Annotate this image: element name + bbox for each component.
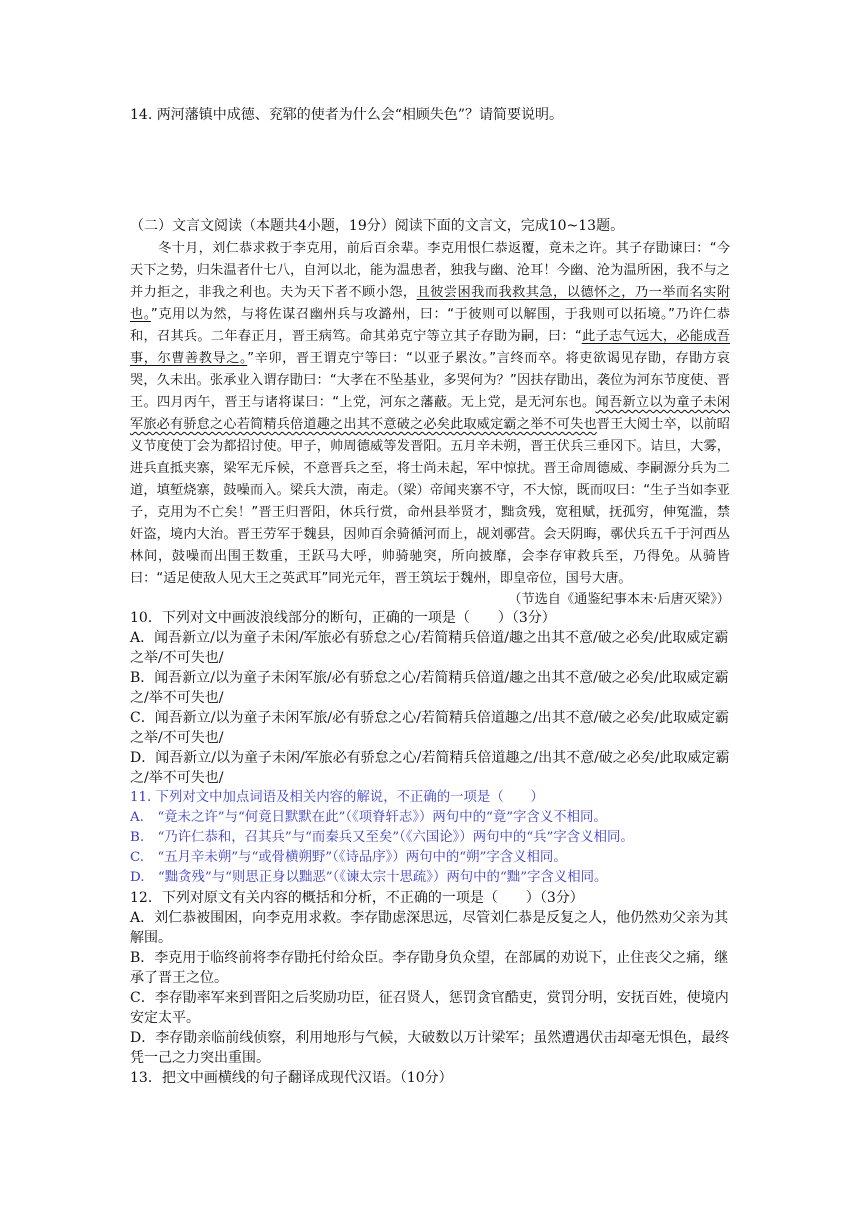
question-10-option-b: B．闻吾新立/以为童子未闲军旅/必有骄怠之心/若简精兵倍道/趣之出其不意/破之必矣/此取威定霸之/举不可失也/ (130, 670, 729, 706)
question-12-option-d: D．李存勖亲临前线侦察，利用地形与气候，大破数以万计梁军；虽然遭遇伏击却毫无惧色，最终凭一己之力突出重围。 (130, 1030, 730, 1066)
question-11-option-d: D. “黜贪残”与“则思正身以黜恶”（《谏太宗十思疏》）两句中的“黜”字含义相同。 (130, 870, 608, 885)
question-10-option-a: A．闻吾新立/以为童子未闲/军旅必有骄怠之心/若简精兵倍道/趣之出其不意/破之必矣/此取威定霸之举/不可失也/ (130, 630, 729, 666)
question-12-option-a: A．刘仁恭被围困，向李克用求救。李存勖虑深思远，尽管刘仁恭是反复之人，他仍然劝父亲为其解围。 (130, 910, 729, 946)
passage-text-3: ”辛卯，晋王谓克宁等曰：“以亚子累汝。”言终而卒。将吏欲谒见存勖，存勖方哀哭，久未出。张承业入谓存勖曰：“大孝在不坠基业，多哭何为？”因扶存勖出，袭位为河东节度使、晋王。四月丙午，晋王与诸将谋曰：“上党，河东之藩蔽。无上党，是无河东也。 (130, 351, 730, 410)
question-12-option-c: C．李存勖率军来到晋阳之后奖励功臣，征召贤人，惩罚贪官酷吏，赏罚分明，安抚百姓，使境内安定太平。 (130, 990, 729, 1026)
questions-block (130, 608, 730, 1088)
question-12-stem: 12．下列对原文有关内容的概括和分析，不正确的一项是（ ）（3分） (130, 890, 584, 906)
question-10-option-d: D．闻吾新立/以为童子未闲/军旅必有骄怠之心/若简精兵倍道趣之/出其不意/破之必矣/此取威定霸之/举不可失也/ (130, 750, 730, 786)
passage-text-1: 冬十月，刘仁恭求救于李克用，前后百余辈。李克用恨仁恭返覆，竟未之许。其子存勖谏曰：“今天下之势，归朱温者什七八，自河以北，能为温患者，独我与幽、沧耳！今幽、沧为温所困，我不与之并力拒之，非我之利也。夫为天下者不顾小怨， (130, 241, 730, 300)
section-heading: （二）文言文阅读（本题共4小题，19分）阅读下面的文言文，完成10~13题。 (130, 218, 625, 234)
question-11-option-b: B. “乃许仁恭和，召其兵”与“而秦兵又至矣”（《六国论》）两句中的“兵”字含义相同。 (130, 830, 634, 845)
question-13: 13．把文中画横线的句子翻译成现代汉语。（10分） (130, 1070, 453, 1086)
passage-source: （节选自《通鉴纪事本末·后唐灭梁》） (508, 592, 730, 607)
passage-text-2: ”克用以为然，与将佐谋召幽州兵与攻潞州，曰：“于彼则可以解围，于我则可以拓境。”乃许仁恭和，召其兵。二年春正月，晋王病笃。命其弟克宁等立其子存勖为嗣，曰：“ (130, 307, 730, 344)
question-11-stem: 11. 下列对文中加点词语及相关内容的解说，不正确的一项是（ ） (130, 790, 544, 805)
question-14: 14. 两河藩镇中成德、兖郓的使者为什么会“相顾失色”？请简要说明。 (130, 107, 564, 123)
question-11-option-c: C. “五月辛未朔”与“或骨横朔野”（《诗品序》）两句中的“朔”字含义相同。 (130, 850, 567, 865)
underlined-sentence-1: 且彼尝困我而我救其急，以德怀之，乃一举而名实附也。 (130, 285, 731, 322)
question-12-option-b: B．李克用于临终前将李存勖托付给众臣。李存勖身负众望，在部属的劝说下，止住丧父之痛，继承了晋王之位。 (130, 950, 729, 986)
question-11-option-a: A. “竟未之许”与“何竟日默默在此”（《项脊轩志》）两句中的“竟”字含义不相同。 (130, 810, 607, 825)
question-10-option-c: C．闻吾新立/以为童子未闲军旅/必有骄怠之心/若简精兵倍道趣之/出其不意/破之必矣/此取威定霸之举/不可失也/ (130, 710, 730, 746)
question-10-stem: 10．下列对文中画波浪线部分的断句，正确的一项是（ ）（3分） (130, 610, 556, 626)
wavy-underlined-passage: 闻吾新立以为童子未闲军旅必有骄怠之心若简精兵倍道趣之出其不意破之必矣此取威定霸之举不可失也 (130, 395, 730, 432)
underlined-sentence-2: 此子志气远大，必能成吾事，尔曹善教导之。 (130, 329, 730, 366)
classical-passage (130, 238, 730, 590)
passage-text-4: 晋王大阅士卒，以前昭义节度使丁会为都招讨使。甲子，帅周德威等发晋阳。五月辛未朔，晋王伏兵三垂冈下。诘旦，大雾，进兵直抵夹寨，梁军无斥候，不意晋兵之至，将士尚未起，军中惊扰。晋王命周德威、李嗣源分兵为二道，填堑烧寨，鼓噪而入。梁兵大溃，南走。（梁）帝闻夹寨不守，不大惊，既而叹曰：“生子当如李亚子，克用为不亡矣！”晋王归晋阳，休兵行赏，命州县举贤才，黜贪残，宽租赋，抚孤穷，伸冤滥，禁奸盗，境内大治。晋王劳军于魏县，因帅百余骑循河而上，觇刘鄩营。会天阴晦，鄩伏兵五千于河西丛林间，鼓噪而出围王数重，王跃马大呼，帅骑驰突，所向披靡，会李存审救兵至，乃得免。从骑皆曰：“适足使敌人见大王之英武耳”同光元年，晋王筑坛于魏州，即皇帝位，国号大唐。 (130, 417, 730, 586)
